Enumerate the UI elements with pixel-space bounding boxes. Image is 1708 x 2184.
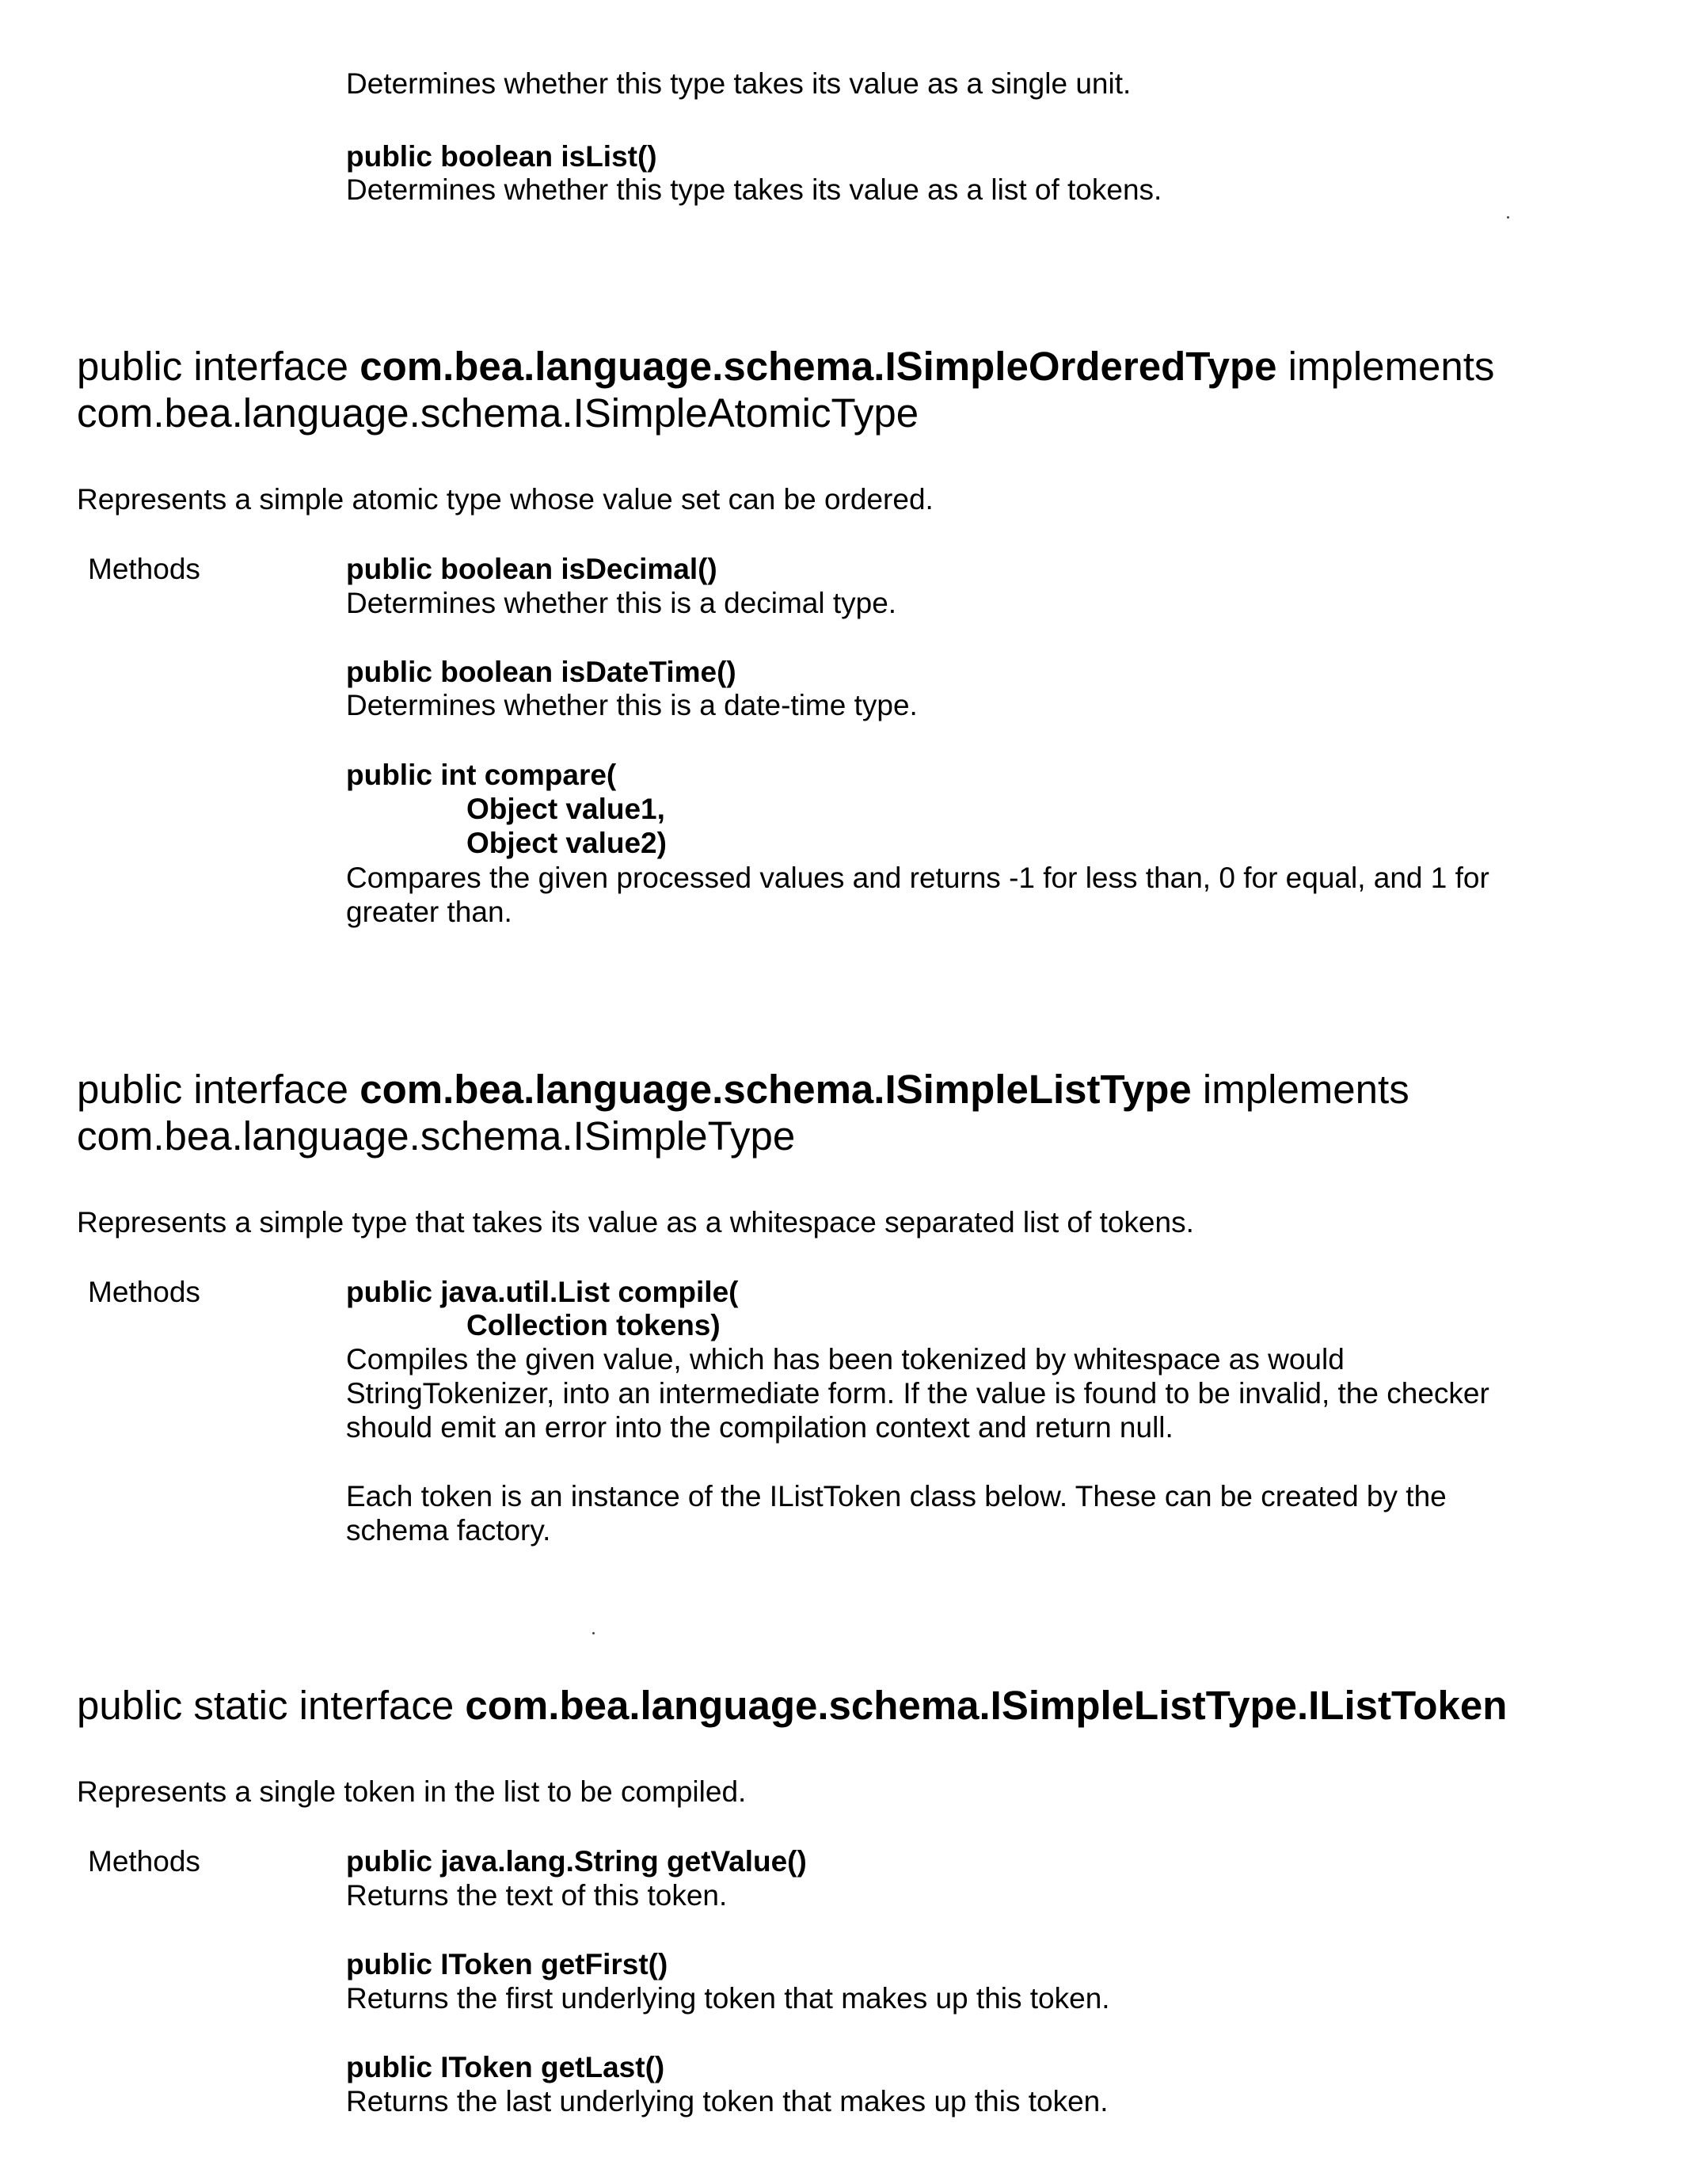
heading-prefix: public static interface [77,1683,466,1728]
method-description-single-unit: Determines whether this type takes its value as a single unit. [346,67,1132,100]
method-note-line1: Each token is an instance of the IListToken class below. These can be created by the [346,1480,1447,1512]
method-param-value1: Object value1, [466,793,665,825]
method-description-getfirst: Returns the first underlying token that makes up this token. [346,1982,1110,2015]
method-description-isdatetime: Determines whether this is a date-time type. [346,689,918,721]
method-description-islist: Determines whether this type takes its value as a list of tokens. [346,173,1162,206]
methods-label: Methods [88,553,200,585]
interface-heading-line2: com.bea.language.schema.ISimpleType [77,1113,796,1159]
method-signature-getfirst: public IToken getFirst() [346,1948,668,1980]
method-description-compile-line1: Compiles the given value, which has been tokenized by whitespace as would [346,1343,1345,1375]
method-signature-isdecimal: public boolean isDecimal() [346,553,717,585]
method-description-getvalue: Returns the text of this token. [346,1879,728,1912]
methods-label: Methods [88,1276,200,1308]
method-signature-getvalue: public java.lang.String getValue() [346,1845,807,1878]
interface-name: com.bea.language.schema.ISimpleListType.IListToken [465,1683,1508,1728]
heading-suffix: implements [1276,344,1495,389]
method-signature-compile: public java.util.List compile( [346,1276,739,1308]
interface-name: com.bea.language.schema.ISimpleOrderedType [359,344,1277,389]
method-signature-compare: public int compare( [346,759,617,791]
heading-suffix: implements [1191,1067,1409,1112]
interface-heading-simple-ordered-type [77,343,1494,390]
method-param-value2: Object value2) [466,827,667,859]
method-param-tokens: Collection tokens) [466,1309,721,1341]
method-signature-getlast: public IToken getLast() [346,2051,665,2083]
scan-speck [1507,216,1509,219]
method-description-compile-line2: StringTokenizer, into an intermediate form. If the value is found to be invalid, the checker [346,1377,1489,1410]
interface-description: Represents a simple type that takes its value as a whitespace separated list of tokens. [77,1206,1194,1238]
method-signature-isdatetime: public boolean isDateTime() [346,656,736,688]
methods-label: Methods [88,1845,200,1878]
method-description-compare-line1: Compares the given processed values and returns -1 for less than, 0 for equal, and 1 for [346,862,1489,894]
scan-speck [592,1632,595,1634]
heading-prefix: public interface [77,1067,360,1112]
interface-heading-ilisttoken [77,1682,1507,1729]
method-description-getlast: Returns the last underlying token that makes up this token. [346,2085,1109,2117]
method-signature-islist: public boolean isList() [346,140,657,173]
method-note-line2: schema factory. [346,1514,551,1547]
interface-heading-simple-list-type [77,1066,1409,1113]
interface-description: Represents a simple atomic type whose value set can be ordered. [77,483,934,516]
interface-description: Represents a single token in the list to be compiled. [77,1775,747,1808]
method-description-isdecimal: Determines whether this is a decimal type. [346,587,897,619]
method-description-compare-line2: greater than. [346,896,512,928]
heading-prefix: public interface [77,344,360,389]
interface-name: com.bea.language.schema.ISimpleListType [359,1067,1192,1112]
interface-heading-line2: com.bea.language.schema.ISimpleAtomicType [77,390,919,436]
method-description-compile-line3: should emit an error into the compilation context and return null. [346,1411,1174,1444]
